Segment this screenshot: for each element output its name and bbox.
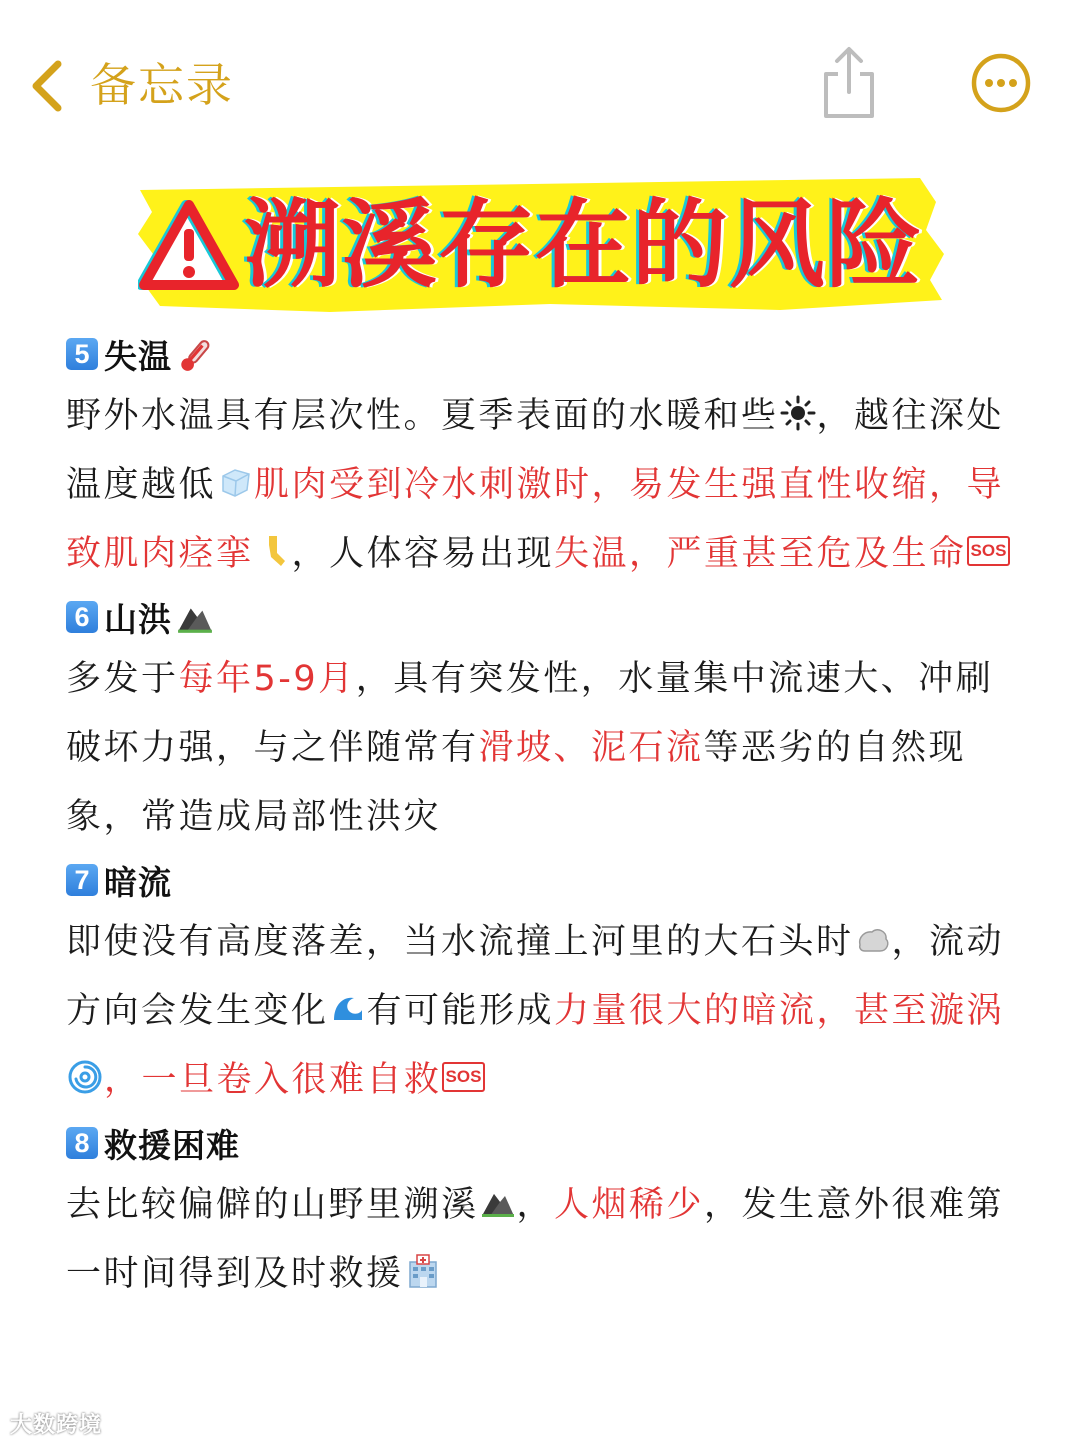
share-icon[interactable] bbox=[818, 44, 880, 122]
section-heading bbox=[66, 326, 1026, 382]
body-text: ，流动方向会发生变化 bbox=[66, 922, 1005, 1031]
section-heading bbox=[66, 1115, 1026, 1171]
chevron-left-icon bbox=[22, 50, 82, 120]
cyclone-icon bbox=[67, 1059, 103, 1095]
section-paragraph bbox=[66, 1171, 1021, 1309]
highlight-text: 失温，严重甚至危及生命 bbox=[554, 534, 967, 574]
body-text: ，发生意外很难第一时间得到及时救援 bbox=[66, 1185, 1005, 1294]
section-heading bbox=[66, 589, 1026, 645]
thermometer-icon bbox=[176, 335, 214, 373]
section-paragraph bbox=[66, 382, 1021, 589]
section-heading bbox=[66, 852, 1026, 908]
title-banner bbox=[130, 172, 950, 317]
body-text: 多发于 bbox=[66, 659, 179, 699]
body-text: 有可能形成 bbox=[366, 991, 555, 1031]
highlight-text: ，一旦卷入很难自救 bbox=[104, 1060, 442, 1100]
back-label: 备忘录 bbox=[90, 58, 234, 112]
section-paragraph bbox=[66, 645, 1021, 852]
number-badge: 5 bbox=[66, 338, 98, 370]
body-text: 即使没有高度落差，当水流撞上河里的大石头时 bbox=[66, 922, 854, 962]
number-badge: 7 bbox=[66, 864, 98, 896]
highlight-text: 力量很大的暗流，甚至漩涡 bbox=[554, 991, 1005, 1031]
body-text: 野外水温具有层次性。夏季表面的水暖和些 bbox=[66, 396, 779, 436]
page-title: 溯溪存在的风险 bbox=[244, 189, 923, 301]
sun-icon bbox=[780, 395, 816, 431]
mountain-icon bbox=[176, 598, 214, 636]
ice-cube-icon bbox=[217, 464, 253, 500]
note-body bbox=[66, 326, 1026, 1309]
title-row bbox=[138, 186, 923, 304]
highlight-text: 人烟稀少 bbox=[554, 1185, 705, 1225]
mountain-icon bbox=[480, 1184, 516, 1220]
body-text: ，人体容易出现 bbox=[291, 534, 555, 574]
section-title: 失温 bbox=[104, 336, 172, 376]
body-text: ， bbox=[516, 1185, 555, 1225]
more-icon[interactable] bbox=[970, 52, 1032, 114]
back-button[interactable] bbox=[22, 50, 234, 120]
body-text: 等恶劣的自然现象，常造成局部性洪灾 bbox=[66, 728, 967, 837]
body-text: ，越往深处温度越低 bbox=[66, 396, 1005, 505]
leg-icon bbox=[255, 533, 291, 569]
rock-icon bbox=[855, 921, 891, 957]
highlight-text: 每年5-9月 bbox=[178, 659, 356, 699]
body-text: ，具有突发性，水量集中流速大、冲刷破坏力强，与之伴随常有 bbox=[66, 659, 994, 768]
body-text: 去比较偏僻的山野里溯溪 bbox=[66, 1185, 479, 1225]
sos-badge: SOS bbox=[442, 1062, 486, 1092]
highlight-text: 滑坡、泥石流 bbox=[478, 728, 704, 768]
sos-badge: SOS bbox=[967, 536, 1011, 566]
wave-icon bbox=[330, 990, 366, 1026]
section-title: 暗流 bbox=[104, 862, 172, 902]
hospital-icon bbox=[405, 1253, 441, 1289]
warning-icon bbox=[138, 197, 240, 293]
nav-bar bbox=[0, 0, 1080, 170]
section-paragraph bbox=[66, 908, 1021, 1115]
number-badge: 6 bbox=[66, 601, 98, 633]
section-title: 救援困难 bbox=[104, 1125, 240, 1165]
section-title: 山洪 bbox=[104, 599, 172, 639]
number-badge: 8 bbox=[66, 1127, 98, 1159]
watermark: 大数跨境 bbox=[10, 1413, 103, 1438]
highlight-text: 肌肉受到冷水刺激时，易发生强直性收缩，导致肌肉痉挛 bbox=[66, 465, 1005, 574]
